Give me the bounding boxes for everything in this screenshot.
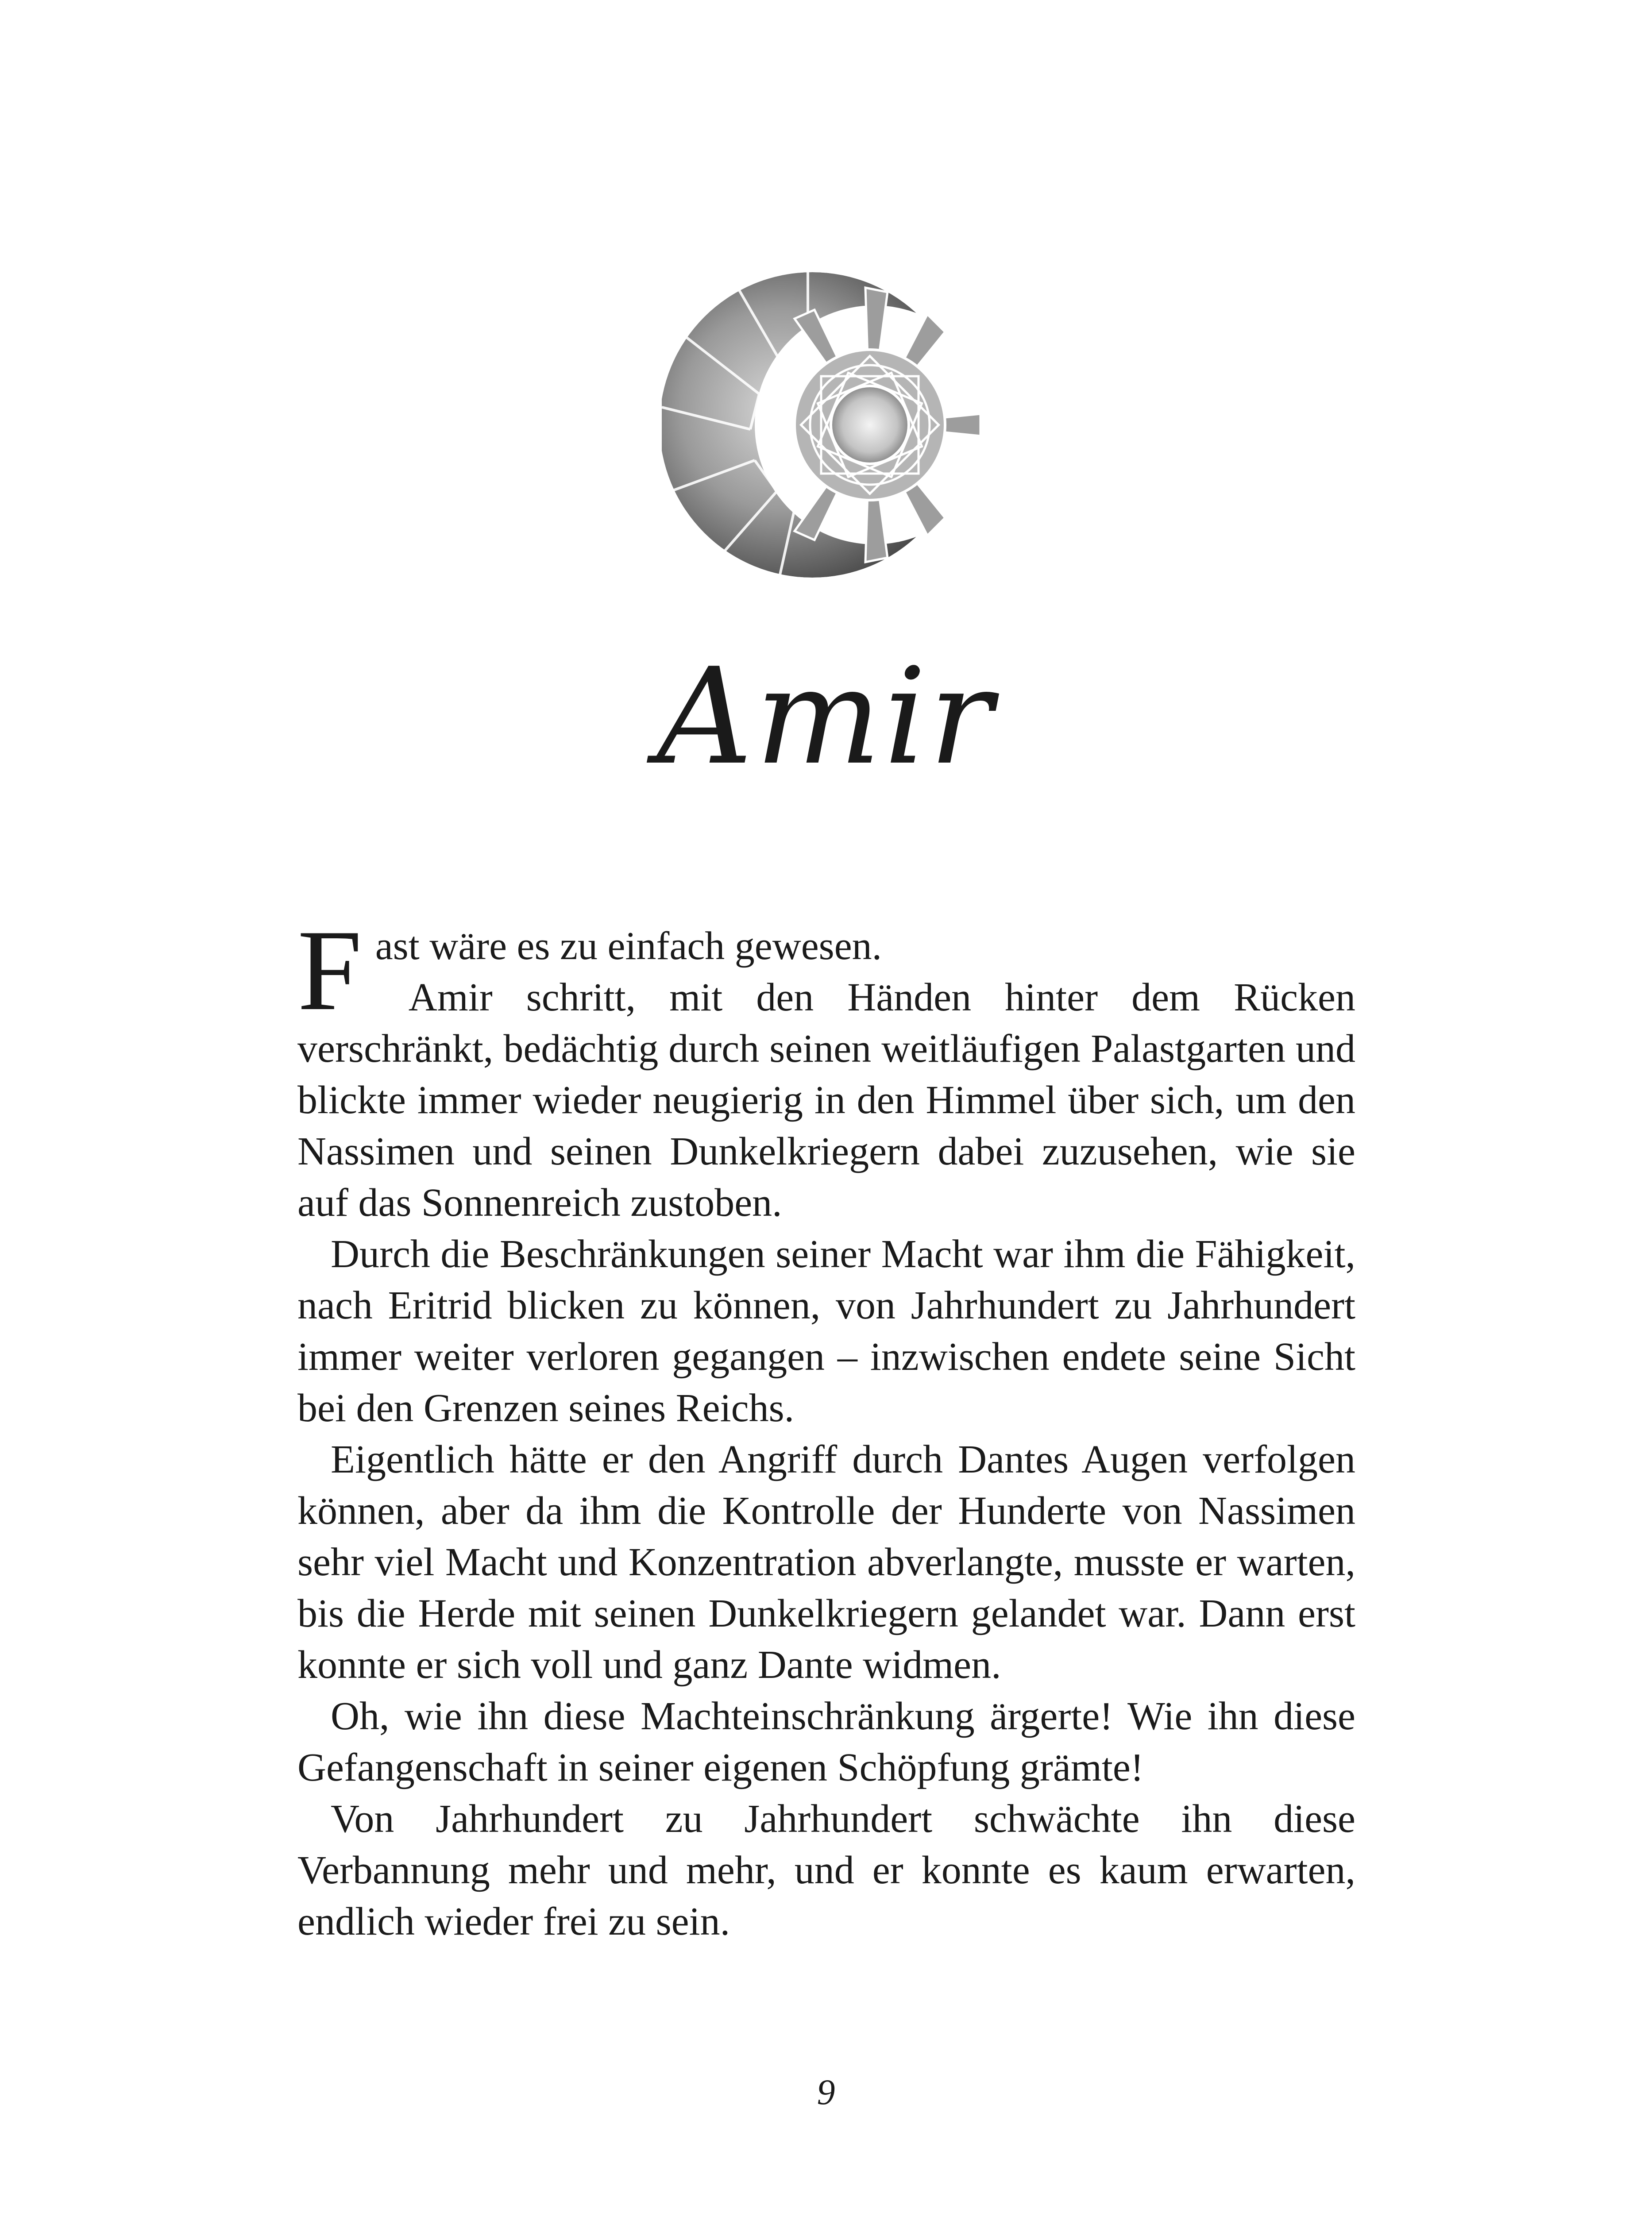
page-number: 9 bbox=[817, 2072, 835, 2112]
first-paragraph-text: ast wäre es zu einfach gewesen. bbox=[375, 924, 882, 968]
paragraph: Von Jahrhundert zu Jahrhundert schwächte ihn diese Verbannung mehr und mehr, und er konnte es kaum erwarten, endlich wieder frei zu sein. bbox=[297, 1797, 1355, 1943]
paragraph: Amir schritt, mit den Händen hinter dem Rücken verschränkt, bedächtig durch seinen weitläufigen Palastgarten und blickte immer wieder neugierig in den Himmel über sich, um den Nassimen und seinen Dunkelkriegern dabei zuzusehen, wie sie auf das Sonnenreich zustoben. bbox=[297, 975, 1355, 1225]
drop-cap: F bbox=[297, 906, 362, 1034]
chapter-title: Amir bbox=[656, 640, 996, 794]
paragraph: Eigentlich hätte er den Angriff durch Dantes Augen verfolgen können, aber da ihm die Kontrolle der Hunderte von Nassimen sehr viel Macht und Konzentration abverlangte, musste er warten, bis die Herde mit seinen Dunkelkriegern gelandet war. Dann erst konnte er sich voll und ganz Dante widmen. bbox=[297, 1438, 1355, 1687]
crescent-sun-ornament-icon bbox=[662, 261, 994, 589]
paragraph: Durch die Beschränkungen seiner Macht war ihm die Fähigkeit, nach Eritrid blicken zu können, von Jahrhundert zu Jahrhundert immer weiter verloren gegangen – inzwischen endete seine Sicht bei den Grenzen seines Reichs. bbox=[297, 1232, 1355, 1430]
paragraph-first bbox=[297, 906, 1355, 1034]
paragraph: Oh, wie ihn diese Machteinschränkung ärgerte! Wie ihn diese Gefangenschaft in seiner eigenen Schöpfung grämte! bbox=[297, 1694, 1355, 1789]
chapter-body bbox=[297, 906, 1355, 1947]
